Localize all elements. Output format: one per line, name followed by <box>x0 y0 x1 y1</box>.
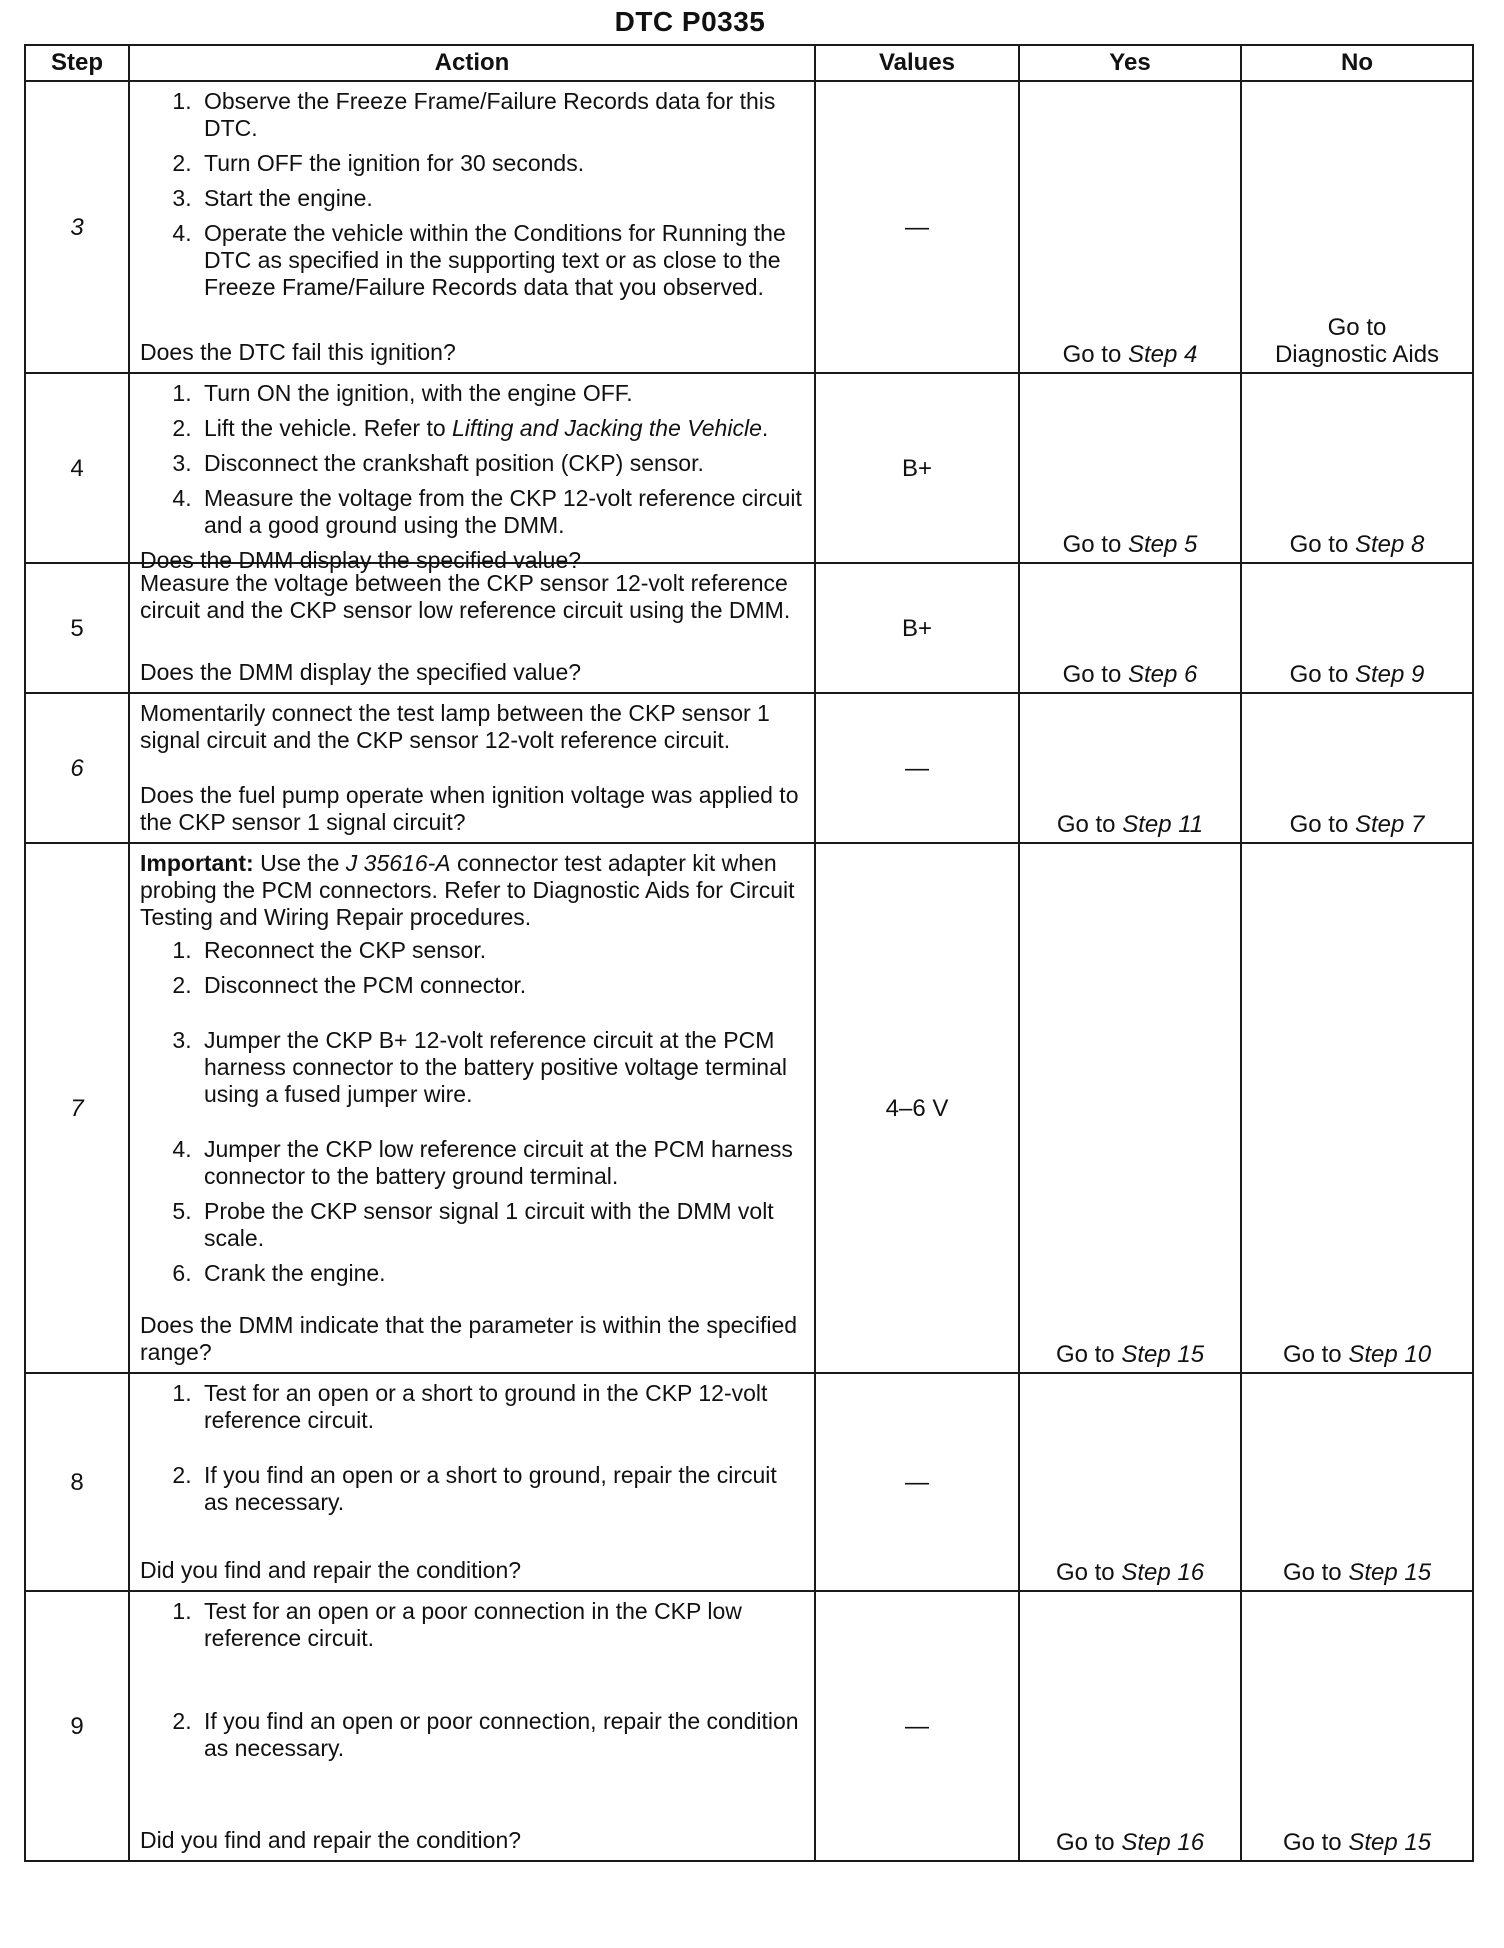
list-item: 3. Jumper the CKP B+ 12-volt reference circuit at the PCM harness connector to the battery positive voltage terminal using a fused jumper wire. <box>198 1027 804 1108</box>
step-link[interactable]: Step 16 <box>1121 1829 1205 1856</box>
action-cell <box>129 1591 815 1861</box>
no-cell <box>1241 373 1473 563</box>
question: Does the DMM display the specified value? <box>140 547 582 573</box>
table-row <box>25 843 1473 1373</box>
question: Did you find and repair the condition? <box>140 1557 522 1583</box>
value-cell: B+ <box>815 563 1019 693</box>
step-link[interactable]: Step 10 <box>1348 1341 1432 1368</box>
step-link[interactable]: Step 9 <box>1354 661 1425 688</box>
no-cell <box>1241 1373 1473 1591</box>
goto-text: Go to <box>1289 661 1349 688</box>
list-item: 4. Jumper the CKP low reference circuit at the PCM harness connector to the battery ground terminal. <box>198 1136 804 1190</box>
goto-text: Go to <box>1062 661 1122 688</box>
action-cell <box>129 1373 815 1591</box>
list-item: 1. Reconnect the CKP sensor. <box>198 937 804 964</box>
question: Does the DMM display the specified value? <box>140 659 582 685</box>
question: Does the DTC fail this ignition? <box>140 339 456 365</box>
value-cell: — <box>815 693 1019 843</box>
step-number: 8 <box>25 1373 129 1591</box>
yes-cell <box>1019 81 1241 373</box>
action-cell <box>129 693 815 843</box>
list-item: 6. Crank the engine. <box>198 1260 804 1287</box>
step-link[interactable]: Step 6 <box>1127 661 1198 688</box>
no-cell <box>1241 563 1473 693</box>
table-row <box>25 373 1473 563</box>
list-item: 3. Start the engine. <box>198 185 804 212</box>
goto-text: Go to <box>1289 811 1349 838</box>
step-link[interactable]: Step 5 <box>1127 531 1198 558</box>
action-list <box>140 1380 804 1524</box>
action-list <box>140 88 804 309</box>
goto-text: Go to <box>1289 531 1349 558</box>
goto-text: Go to <box>1062 341 1122 368</box>
goto-text: Go to <box>1056 811 1116 838</box>
table-row <box>25 693 1473 843</box>
action-list <box>140 1598 804 1770</box>
yes-cell <box>1019 373 1241 563</box>
no-cell <box>1241 843 1473 1373</box>
step-link[interactable]: Step 7 <box>1354 811 1425 838</box>
yes-cell <box>1019 843 1241 1373</box>
goto-text: Go to <box>1282 1829 1342 1856</box>
step-number: 4 <box>25 373 129 563</box>
step-link[interactable]: Step 8 <box>1354 531 1425 558</box>
goto-text: Go to <box>1055 1829 1115 1856</box>
header-action: Action <box>129 45 815 81</box>
header-no: No <box>1241 45 1473 81</box>
goto-text: Go to <box>1282 1341 1342 1368</box>
step-number: 7 <box>25 843 129 1373</box>
step-link[interactable]: Step 15 <box>1348 1829 1432 1856</box>
value-cell: 4–6 V <box>815 843 1019 1373</box>
value-cell: — <box>815 81 1019 373</box>
action-text: Momentarily connect the test lamp between the CKP sensor 1 signal circuit and the CKP sensor 12-volt reference circuit. <box>140 700 770 753</box>
page-title: DTC P0335 <box>614 6 766 37</box>
header-yes: Yes <box>1019 45 1241 81</box>
step-link[interactable]: Step 15 <box>1348 1559 1432 1586</box>
value-cell: B+ <box>815 373 1019 563</box>
list-item: 2. If you find an open or a short to ground, repair the circuit as necessary. <box>198 1462 804 1516</box>
no-cell <box>1241 1591 1473 1861</box>
list-item-text: Lift the vehicle. Refer to <box>204 415 446 441</box>
header-step: Step <box>25 45 129 81</box>
header-values: Values <box>815 45 1019 81</box>
table-row <box>25 1591 1473 1861</box>
goto-text: Go to <box>1062 531 1122 558</box>
yes-cell <box>1019 1591 1241 1861</box>
step-link[interactable]: Step 16 <box>1121 1559 1205 1586</box>
goto-text: Go to <box>1055 1341 1115 1368</box>
note-text: connector test adapter kit when probing the PCM connectors. Refer to Diagnostic Aids for Circuit Testing and Wiring Repair procedures. <box>140 850 795 930</box>
list-item: 2. Turn OFF the ignition for 30 seconds. <box>198 150 804 177</box>
no-cell <box>1241 81 1473 373</box>
table-row <box>25 563 1473 693</box>
list-item: 2. If you find an open or poor connection, repair the condition as necessary. <box>198 1708 804 1762</box>
header-row <box>25 45 1473 81</box>
value-cell: — <box>815 1591 1019 1861</box>
question: Does the DMM indicate that the parameter is within the specified range? <box>140 1312 798 1365</box>
table-row <box>25 1373 1473 1591</box>
list-item: 4. Measure the voltage from the CKP 12-volt reference circuit and a good ground using the DMM. <box>198 485 804 539</box>
step-link[interactable]: Step 4 <box>1127 341 1198 368</box>
list-item: 2. Disconnect the PCM connector. <box>198 972 804 999</box>
important-note <box>140 850 804 931</box>
step-number: 6 <box>25 693 129 843</box>
list-item: 1. Test for an open or a poor connection in the CKP low reference circuit. <box>198 1598 804 1652</box>
action-list <box>140 937 804 1295</box>
step-number: 9 <box>25 1591 129 1861</box>
goto-text: Go to <box>1327 314 1387 341</box>
note-text: Use the <box>260 850 340 876</box>
action-list <box>140 380 804 547</box>
action-text: Measure the voltage between the CKP sensor 12-volt reference circuit and the CKP sensor low reference circuit using the DMM. <box>140 570 791 623</box>
step-link[interactable]: Step 15 <box>1121 1341 1205 1368</box>
no-cell <box>1241 693 1473 843</box>
reference-link[interactable]: Lifting and Jacking the Vehicle <box>452 415 762 441</box>
yes-cell <box>1019 1373 1241 1591</box>
list-item: 3. Disconnect the crankshaft position (CKP) sensor. <box>198 450 804 477</box>
diagnostic-aids-link[interactable]: Diagnostic Aids <box>1274 341 1440 368</box>
list-item: 1. Test for an open or a short to ground in the CKP 12-volt reference circuit. <box>198 1380 804 1434</box>
yes-cell <box>1019 693 1241 843</box>
list-item: 4. Operate the vehicle within the Conditions for Running the DTC as specified in the supporting text or as close to the Freeze Frame/Failure Records data that you observed. <box>198 220 804 301</box>
list-item <box>198 415 804 442</box>
list-item: 5. Probe the CKP sensor signal 1 circuit with the DMM volt scale. <box>198 1198 804 1252</box>
action-cell <box>129 843 815 1373</box>
action-cell <box>129 373 815 573</box>
step-link[interactable]: Step 11 <box>1122 811 1204 838</box>
step-number: 3 <box>25 81 129 373</box>
action-cell <box>129 563 815 693</box>
punctuation: . <box>761 415 769 441</box>
action-cell <box>129 81 815 373</box>
list-item: 1. Observe the Freeze Frame/Failure Records data for this DTC. <box>198 88 804 142</box>
question: Did you find and repair the condition? <box>140 1827 522 1853</box>
value-cell: — <box>815 1373 1019 1591</box>
yes-cell <box>1019 563 1241 693</box>
question: Does the fuel pump operate when ignition voltage was applied to the CKP sensor 1 signal circuit? <box>140 782 799 835</box>
table-row <box>25 81 1473 373</box>
step-number: 5 <box>25 563 129 693</box>
important-label: Important: <box>140 850 254 876</box>
tool-reference: J 35616-A <box>345 850 451 876</box>
goto-text: Go to <box>1282 1559 1342 1586</box>
list-item: 1. Turn ON the ignition, with the engine OFF. <box>198 380 804 407</box>
diagnostic-table <box>24 44 1474 1862</box>
goto-text: Go to <box>1055 1559 1115 1586</box>
